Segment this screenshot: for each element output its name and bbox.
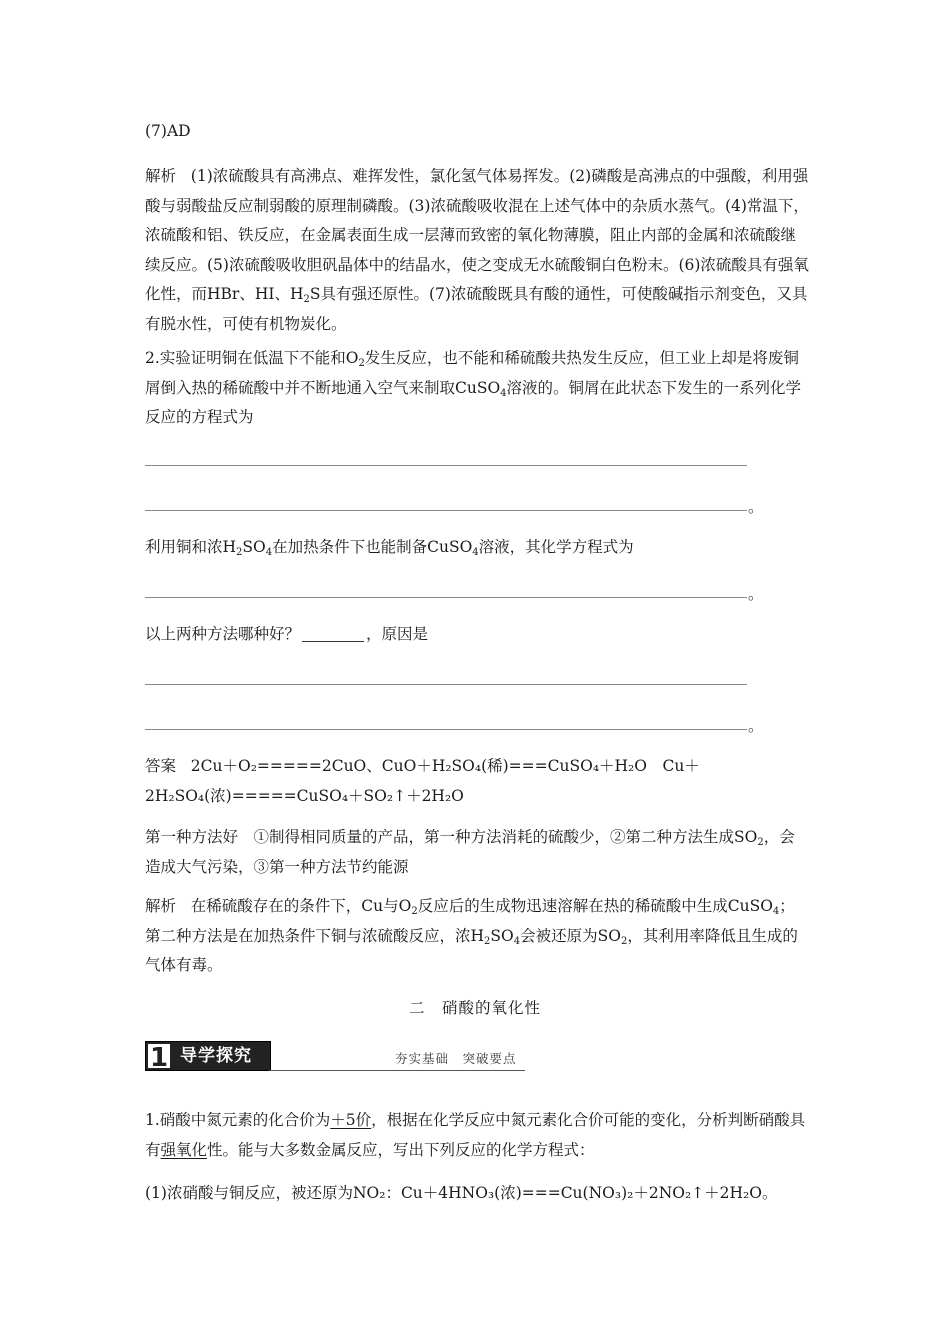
- answer-blank-4[interactable]: [145, 684, 747, 685]
- answer-blank-3[interactable]: [145, 597, 747, 598]
- reason-text-a: 第一种方法好 ①制得相同质量的产品，第一种方法消耗的硫酸少，②第二种方法生成SO: [145, 828, 758, 846]
- q2a-text-d: SO: [490, 926, 514, 945]
- analysis-label: 解析: [145, 897, 177, 915]
- n1-valence-answer: ＋5价: [330, 1111, 372, 1129]
- banner-label: 导学探究: [180, 1046, 252, 1066]
- section-title: 二 硝酸的氧化性: [408, 999, 541, 1017]
- q2a-text-a: 在稀硫酸存在的条件下，Cu与O: [190, 897, 412, 915]
- q2-analysis: 解析 在稀硫酸存在的条件下，Cu与$O_2$反应后的生成物迅速溶解在热的稀硫酸中生成CuSO$_4$；第二种方法是在加热条件下铜与浓硫酸反应，浓$H_2SO_4$会被还原为$SO_2$，其利用率降低且生成的气体有毒。: [145, 897, 798, 974]
- answer-section: [145, 752, 810, 811]
- answer-equations: 2Cu＋O₂=====2CuO、CuO＋H₂SO₄(稀)===CuSO₄＋H₂O Cu＋2H₂SO₄(浓)=====CuSO₄＋SO₂↑＋2H₂O: [145, 757, 700, 805]
- analysis-text-2: S具有强还原性。(7)浓硫酸既具有酸的通性，可使酸碱指示剂变色，又具有脱水性，可使有机物炭化。: [145, 285, 808, 333]
- choice-blank[interactable]: [302, 640, 364, 642]
- q2p2-text-c: 在加热条件下也能制备CuSO: [272, 538, 473, 556]
- q2a-text-f: ，其利用率降低且生成的气体有毒。: [145, 926, 798, 974]
- n1-text-c: ，根据在化学反应中氮元素化合价可能的变化，分析判断硝酸具有: [145, 1111, 806, 1159]
- period: 。: [748, 498, 764, 516]
- period: 。: [748, 717, 764, 735]
- q2-text-b: 发生反应，也不能和稀硫酸共热发生反应，但工业上却是将废铜屑倒入热的稀硫酸中并不断地通入空气来制取CuSO: [145, 349, 799, 397]
- study-banner: [145, 1041, 525, 1071]
- q1-analysis: 解析 (1)浓硫酸具有高沸点、难挥发性，氯化氢气体易挥发。(2)磷酸是高沸点的中强酸，利用强酸与弱酸盐反应制弱酸的原理制磷酸。(3)浓硫酸吸收混在上述气体中的杂质水蒸气。(4)常温下，浓硫酸和铝、铁反应，在金属表面生成一层薄而致密的氧化物薄膜，阻止内部的金属和浓硫酸继续反应。(5)浓硫酸吸收胆矾晶体中的结晶水，使之变成无水硫酸铜白色粉末。(6)浓硫酸具有强氧化性，而HBr、HI、$H_2S$具有强还原性。(7)浓硫酸既具有酸的通性，可使酸碱指示剂变色，又具有脱水性，可使有机物炭化。: [145, 167, 809, 333]
- q2p2-text-d: 溶液，其化学方程式为: [478, 538, 634, 556]
- banner-subtitle: 夯实基础 突破要点: [395, 1051, 517, 1066]
- n1-property-answer: 强氧化: [160, 1140, 208, 1159]
- banner-number: 1: [146, 1042, 172, 1070]
- question-2-part2: 利用铜和浓$H_2SO_4$在加热条件下也能制备CuSO$_4$溶液，其化学方程式为: [145, 538, 634, 558]
- period: 。: [748, 585, 764, 603]
- answer-label: 答案: [145, 757, 177, 775]
- q2a-text-e: 会被还原为SO: [520, 926, 621, 945]
- n1-text-a: 1.硝酸中氮元素的化合价为: [145, 1111, 331, 1129]
- q1-answer-tail: (7)AD: [145, 122, 191, 140]
- banner-box: [145, 1041, 271, 1071]
- question-2: 2.实验证明铜在低温下不能和$O_2$发生反应，也不能和稀硫酸共热发生反应，但工业上却是将废铜屑倒入热的稀硫酸中并不断地通入空气来制取CuSO$_4$溶液的。铜屑在此状态下发生的一系列化学反应的方程式为: [145, 349, 802, 426]
- q2p2-text-b: SO: [242, 538, 266, 556]
- answer-reason: 第一种方法好 ①制得相同质量的产品，第一种方法消耗的硫酸少，②第二种方法生成$SO_2$，会造成大气污染，③第一种方法节约能源: [145, 828, 795, 876]
- n1-text-e: 性。能与大多数金属反应，写出下列反应的化学方程式：: [207, 1140, 595, 1159]
- q2p2-text-a: 利用铜和浓H: [145, 538, 237, 556]
- answer-blank-2[interactable]: [145, 510, 747, 511]
- q2p3-text-a: 以上两种方法哪种好？: [145, 625, 301, 643]
- banner-underline: [269, 1070, 525, 1071]
- analysis-label: 解析: [145, 167, 177, 185]
- q2p3-text-b: ，原因是: [366, 625, 429, 643]
- nitric-question-1: [145, 1106, 810, 1165]
- q2a-text-c: ；第二种方法是在加热条件下铜与浓硫酸反应，浓H: [145, 897, 795, 945]
- q2-text-a: 2.实验证明铜在低温下不能和O: [145, 349, 359, 367]
- answer-blank-5[interactable]: [145, 729, 747, 730]
- nitric-item-1: (1)浓硝酸与铜反应，被还原为NO₂：Cu＋4HNO₃(浓)===Cu(NO₃)₂＋2NO₂↑＋2H₂O。: [145, 1184, 778, 1202]
- analysis-text-1: (1)浓硫酸具有高沸点、难挥发性，氯化氢气体易挥发。(2)磷酸是高沸点的中强酸，利用强酸与弱酸盐反应制弱酸的原理制磷酸。(3)浓硫酸吸收混在上述气体中的杂质水蒸气。(4)常温下，浓硫酸和铝、铁反应，在金属表面生成一层薄而致密的氧化物薄膜，阻止内部的金属和浓硫酸继续反应。(5)浓硫酸吸收胆矾晶体中的结晶水，使之变成无水硫酸铜白色粉末。(6)浓硫酸具有强氧化性，而HBr、HI、H: [145, 167, 809, 303]
- question-2-part3: [145, 620, 810, 650]
- q2a-text-b: 反应后的生成物迅速溶解在热的稀硫酸中生成CuSO: [417, 897, 773, 915]
- q2-text-c: 溶液的。铜屑在此状态下发生的一系列化学反应的方程式为: [145, 378, 802, 426]
- answer-blank-1[interactable]: [145, 465, 747, 466]
- reason-text-b: ，会造成大气污染，③第一种方法节约能源: [145, 828, 795, 876]
